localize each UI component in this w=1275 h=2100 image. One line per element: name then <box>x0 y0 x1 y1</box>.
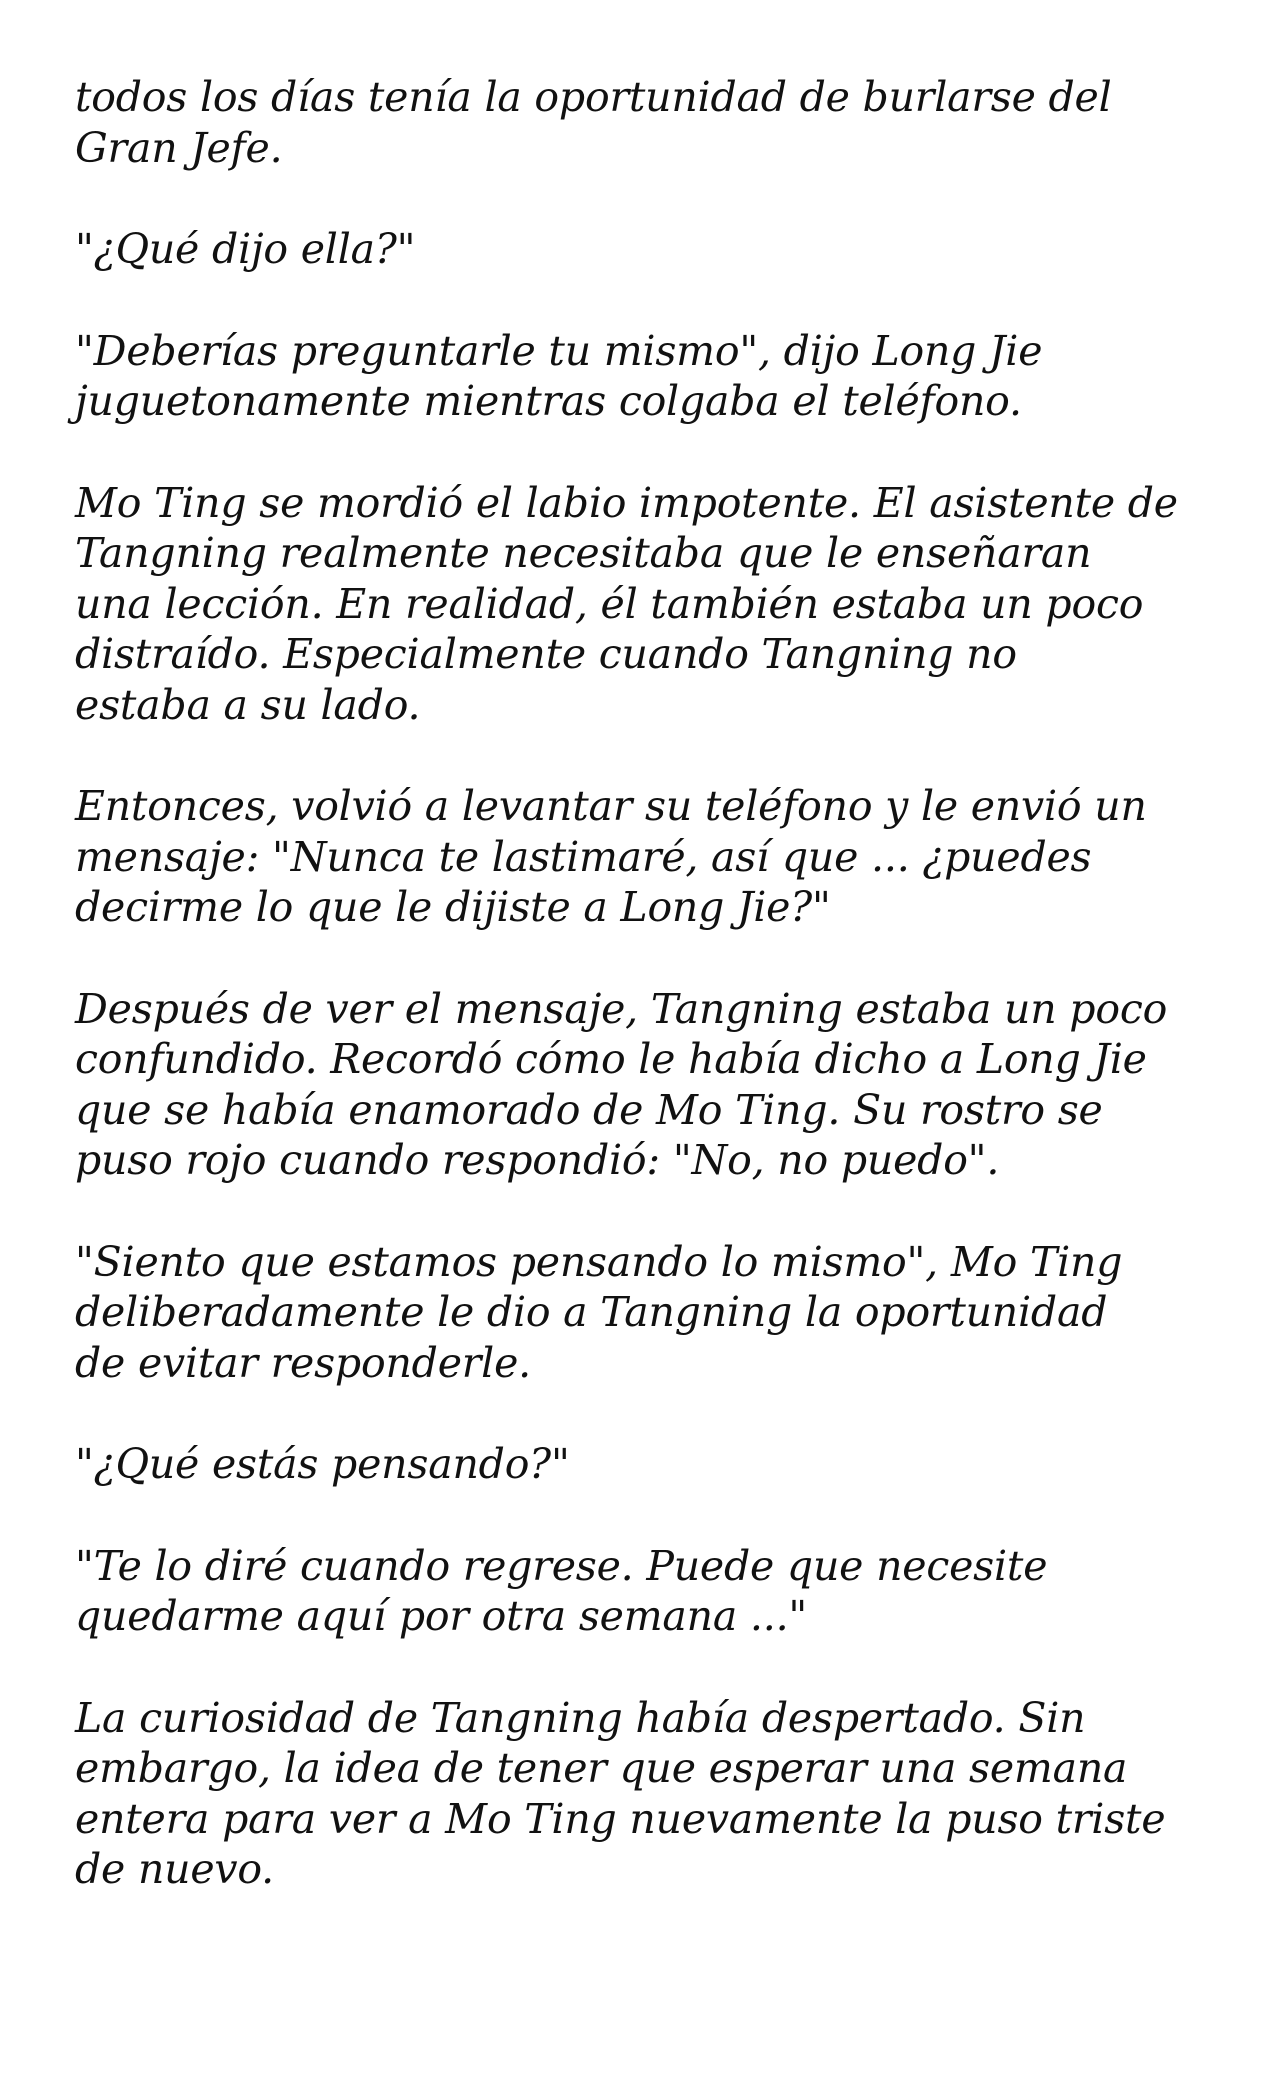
paragraph: "Te lo diré cuando regrese. Puede que necesite quedarme aquí por otra semana ..." <box>75 1541 1048 1640</box>
paragraph: Mo Ting se mordió el labio impotente. El asistente de Tangning realmente necesitaba que le enseñaran una lección. En realidad, él también estaba un poco distraído. Especialmente cuando Tangning no estaba a su lado. <box>75 478 1178 729</box>
paragraph: "Siento que estamos pensando lo mismo", Mo Ting deliberadamente le dio a Tangning la oportunidad de evitar responderle. <box>75 1237 1123 1387</box>
paragraph: todos los días tenía la oportunidad de burlarse del Gran Jefe. <box>75 73 1112 172</box>
paragraph: "¿Qué dijo ella?" <box>75 225 416 273</box>
paragraph: "Deberías preguntarle tu mismo", dijo Long Jie juguetonamente mientras colgaba el teléfono. <box>75 326 1043 425</box>
paragraph: La curiosidad de Tangning había despertado. Sin embargo, la idea de tener que esperar una semana entera para ver a Mo Ting nuevamente la puso triste de nuevo. <box>75 1693 1166 1893</box>
paragraph: Entonces, volvió a levantar su teléfono y le envió un mensaje: "Nunca te lastimaré, así que ... ¿puedes decirme lo que le dijiste a Long Jie?" <box>75 782 1147 931</box>
paragraph: "¿Qué estás pensando?" <box>75 1440 570 1488</box>
paragraph: Después de ver el mensaje, Tangning estaba un poco confundido. Recordó cómo le había dicho a Long Jie que se había enamorado de Mo Ting. Su rostro se puso rojo cuando respondió: "No, no puedo". <box>75 984 1168 1184</box>
